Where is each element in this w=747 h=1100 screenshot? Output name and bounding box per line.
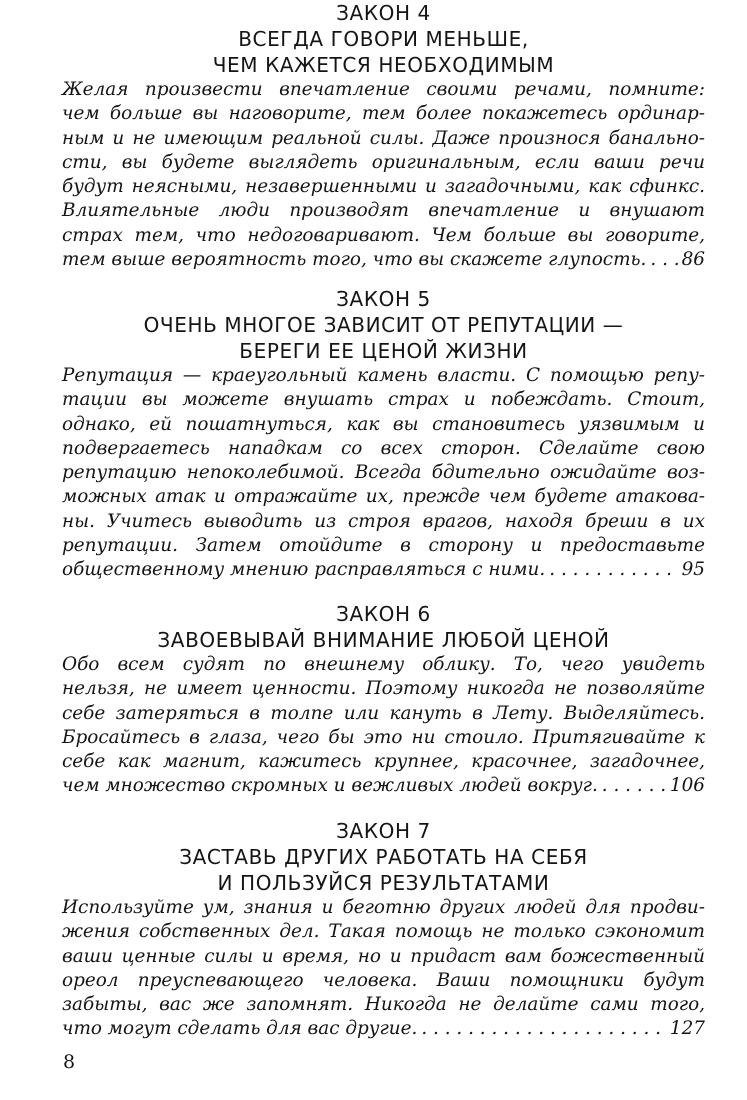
text-line: тации вы можете внушать страх и побеждать. Стоит, [62,389,705,411]
page-reference: 86 [681,249,705,271]
text-line: ны. Учитесь выводить из строя врагов, находя бреши в их [62,510,705,532]
law-number: ЗАКОН 7 [336,819,431,843]
law-7-entry [62,818,705,1042]
text-line: себе затеряться в толпе или кануть в Лету. Выделяйтесь. [62,702,705,724]
law-title-line: БЕРЕГИ ЕЕ ЦЕНОЙ ЖИЗНИ [239,339,528,363]
page-number: 8 [63,1051,76,1073]
text-line-last [62,1017,705,1041]
text-line: можных атак и отражайте их, прежде чем будете атакова- [62,486,705,508]
text-line: общественному мнению расправляться с ними. [62,559,546,581]
dot-leader [650,248,677,272]
text-line: тем выше вероятность того, что вы скажете глупость. [62,249,647,271]
text-line: нельзя, не имеет ценности. Поэтому никогда не позволяйте [62,678,705,700]
law-number: ЗАКОН 4 [336,1,431,25]
text-line: однако, ей пошатнуться, как вы становитесь уязвимым и [62,413,705,435]
law-title-line: И ПОЛЬЗУЙСЯ РЕЗУЛЬТАТАМИ [217,871,550,895]
law-title-line: ВСЕГДА ГОВОРИ МЕНЬШЕ, [238,27,529,51]
text-line: себе как магнит, кажитесь крупнее, красочнее, загадочнее, [62,751,705,773]
dot-leader [421,1017,666,1041]
text-line: Обо всем судят по внешнему облику. То, чего увидеть [62,654,705,675]
text-line: забыты, вас же запомнят. Никогда не делайте сами того, [62,994,705,1016]
text-line: Используйте ум, знания и беготню других людей для продви- [62,897,705,918]
law-number: ЗАКОН 5 [336,287,431,311]
text-line: репутацию непоколебимой. Всегда бдительно ожидайте воз- [62,462,705,484]
text-line: Бросайтесь в глаза, чего бы это ни стоило. Притягивайте к [62,726,705,748]
law-title-line: ЗАСТАВЬ ДРУГИХ РАБОТАТЬ НА СЕБЯ [179,845,588,869]
text-line-last [62,558,705,582]
page-reference: 127 [669,1018,705,1040]
law-6-entry [62,601,705,799]
text-line: чем множество скромных и вежливых людей вокруг. [62,775,598,797]
law-4-entry [62,0,705,272]
law-description [62,653,705,799]
text-line: репутации. Затем отойдите в сторону и предоставьте [62,535,705,557]
law-title-line: ЗАВОЕВЫВАЙ ВНИМАНИЕ ЛЮБОЙ ЦЕНОЙ [157,628,610,652]
text-line: подвергаетесь нападкам со всех сторон. Сделайте свою [62,437,705,459]
law-description [62,896,705,1042]
page-reference: 106 [669,775,705,797]
law-title-line: ОЧЕНЬ МНОГОЕ ЗАВИСИТ ОТ РЕПУТАЦИИ — [143,313,624,337]
law-number: ЗАКОН 6 [336,602,431,626]
text-line: Желая произвести впечатление своими речами, помните: [62,79,705,100]
text-line: будут неясными, незавершенными и загадочными, как сфинкс. [62,176,705,198]
law-5-entry [62,286,705,583]
text-line-last [62,248,705,272]
text-line: Влиятельные люди производят впечатление и внушают [62,200,705,222]
dot-leader [602,774,666,798]
text-line: что могут сделать для вас другие. [62,1018,418,1040]
text-line: ным и не имеющим реальной силы. Даже произнося банально- [62,127,705,149]
text-line-last [62,774,705,798]
text-line: чем больше вы наговорите, тем более покажетесь ординар- [62,103,705,125]
law-description [62,364,705,583]
text-line: ореол преуспевающего человека. Ваши помощники будут [62,969,705,991]
text-line: сти, вы будете выглядеть оригинальным, если ваши речи [62,151,705,173]
text-line: ваши ценные силы и время, но и придаст вам божественный [62,945,705,967]
law-description [62,78,705,272]
dot-leader [549,558,677,582]
law-title-line: ЧЕМ КАЖЕТСЯ НЕОБХОДИМЫМ [212,53,555,77]
text-line: жения собственных дел. Такая помощь не только сэкономит [62,921,705,943]
text-line: Репутация — краеугольный камень власти. С помощью репу- [62,365,705,386]
text-line: страх тем, что недоговаривают. Чем больше вы говорите, [62,224,705,246]
page-reference: 95 [681,559,705,581]
